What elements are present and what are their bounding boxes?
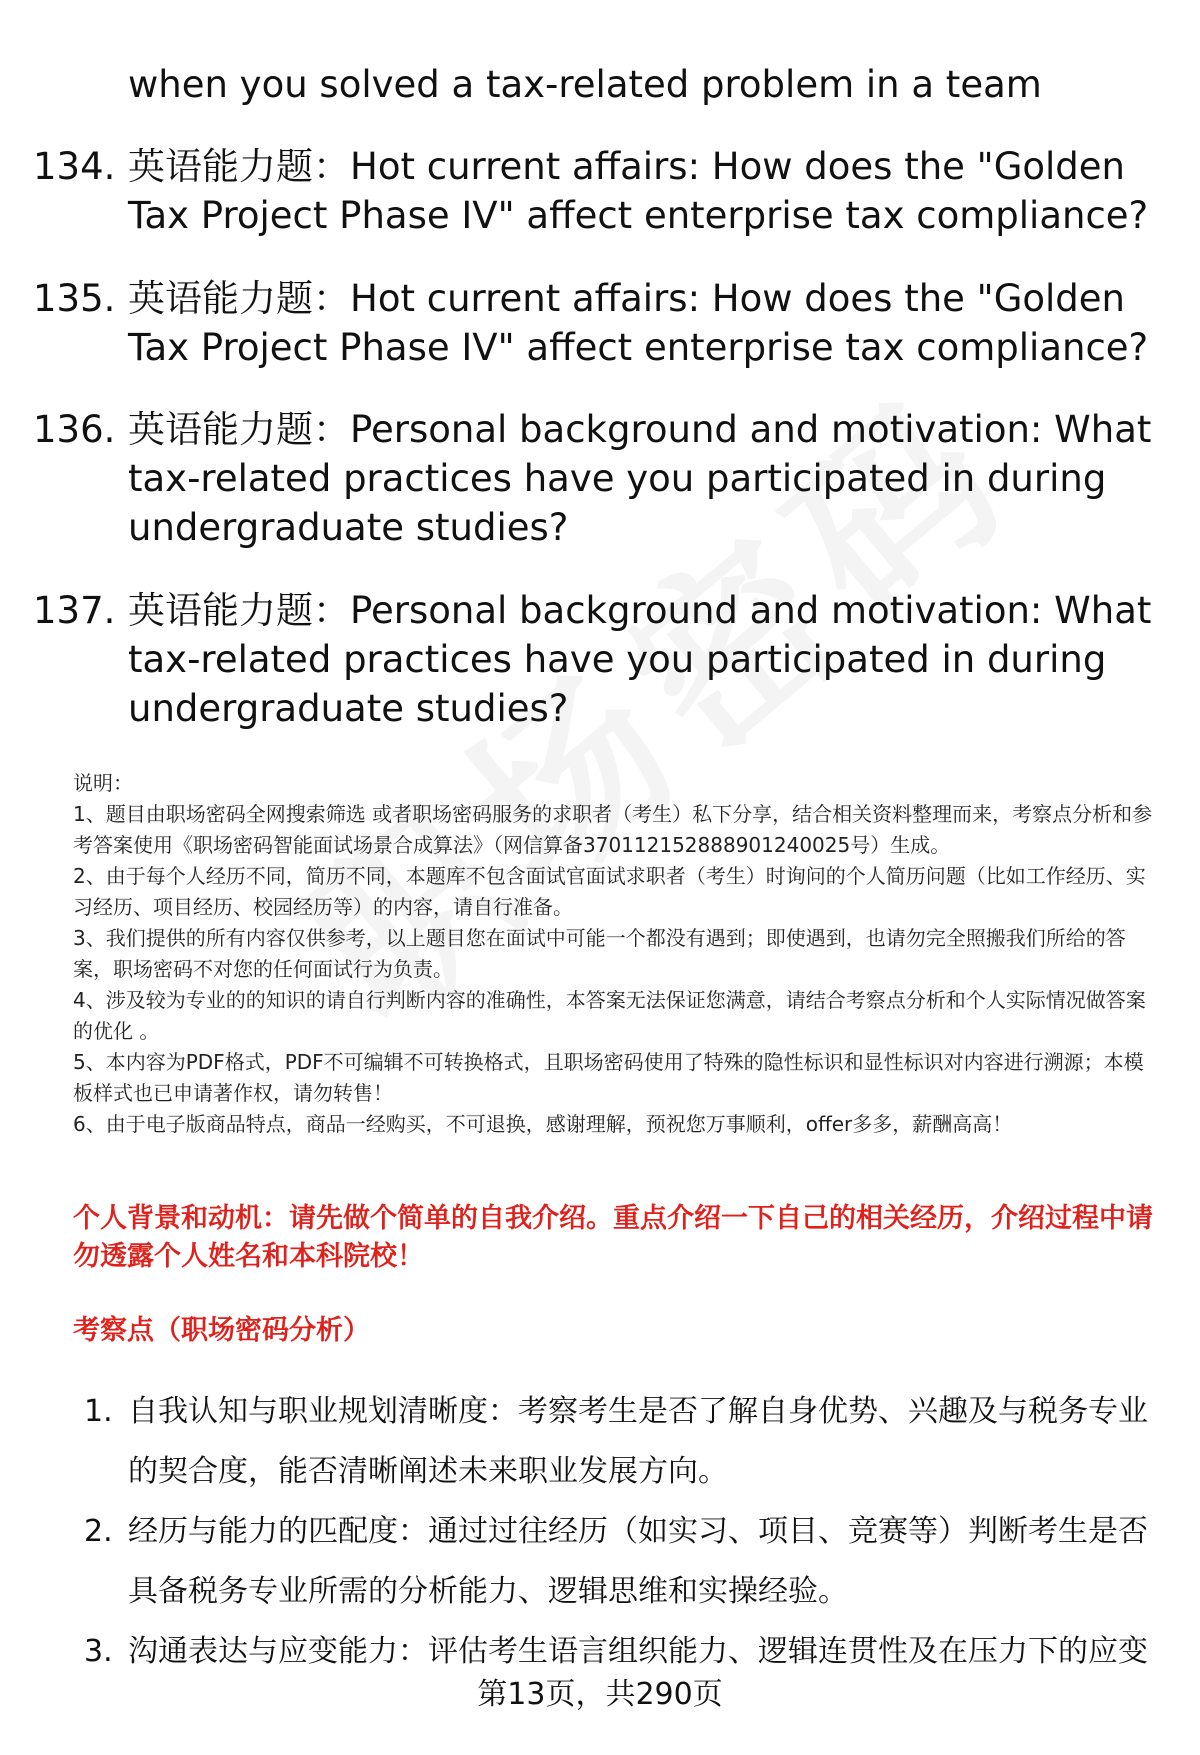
disclaimer-notes [73, 768, 1163, 1140]
item-text: 经历与能力的匹配度：通过过往经历（如实习、项目、竞赛等）判断考生是否具备税务专业所需的分析能力、逻辑思维和实操经验。 [128, 1514, 1148, 1609]
question-text: 英语能力题：Personal background and motivation: What tax-related practices have you participated in during undergraduate studies? [128, 408, 1152, 549]
question-text: when you solved a tax-related problem in a team [128, 63, 1042, 106]
notes-title: 说明： [73, 771, 133, 795]
analysis-item [0, 1502, 1200, 1622]
question-number: 137. [33, 589, 116, 632]
note-item: 4、涉及较为专业的的知识的请自行判断内容的准确性，本答案无法保证您满意，请结合考察点分析和个人实际情况做答案的优化 。 [73, 988, 1146, 1043]
item-text: 自我认知与职业规划清晰度：考察考生是否了解自身优势、兴趣及与税务专业的契合度，能否清晰阐述未来职业发展方向。 [128, 1394, 1148, 1489]
page-number: 第13页，共290页 [477, 1677, 723, 1712]
analysis-item [0, 1622, 1200, 1682]
question-text: 英语能力题：Hot current affairs: How does the "Golden Tax Project Phase IV" affect enterprise tax compliance? [128, 145, 1149, 237]
question-heading: 个人背景和动机：请先做个简单的自我介绍。重点介绍一下自己的相关经历，介绍过程中请勿透露个人姓名和本科院校！ [73, 1203, 1153, 1272]
question-number: 134. [33, 145, 116, 188]
note-item: 6、由于电子版商品特点，商品一经购买，不可退换，感谢理解，预祝您万事顺利，offer多多，薪酬高高！ [73, 1112, 1013, 1136]
item-number: 1. [84, 1394, 113, 1429]
item-text: 沟通表达与应变能力：评估考生语言组织能力、逻辑连贯性及在压力下的应变 [128, 1634, 1148, 1669]
note-item: 2、由于每个人经历不同，简历不同，本题库不包含面试官面试求职者（考生）时询问的个人简历问题（比如工作经历、实习经历、项目经历、校园经历等）的内容，请自行准备。 [73, 864, 1146, 919]
item-number: 2. [84, 1514, 113, 1549]
note-item: 1、题目由职场密码全网搜索筛选 或者职场密码服务的求职者（考生）私下分享，结合相关资料整理而来，考察点分析和参考答案使用《职场密码智能面试场景合成算法》（网信算备370112152888901240025号）生成。 [73, 802, 1153, 857]
question-number: 136. [33, 408, 116, 451]
note-item: 3、我们提供的所有内容仅供参考，以上题目您在面试中可能一个都没有遇到；即使遇到，也请勿完全照搬我们所给的答案，职场密码不对您的任何面试行为负责。 [73, 926, 1126, 981]
analysis-heading: 考察点（职场密码分析） [73, 1315, 370, 1346]
note-item: 5、本内容为PDF格式，PDF不可编辑不可转换格式，且职场密码使用了特殊的隐性标识和显性标识对内容进行溯源；本模板样式也已申请著作权，请勿转售！ [73, 1050, 1144, 1105]
item-number: 3. [84, 1634, 113, 1669]
question-text: 英语能力题：Personal background and motivation: What tax-related practices have you participated in during undergraduate studies? [128, 589, 1152, 730]
question-text: 英语能力题：Hot current affairs: How does the "Golden Tax Project Phase IV" affect enterprise tax compliance? [128, 277, 1149, 369]
analysis-item [0, 1382, 1200, 1502]
analysis-list [0, 1382, 1200, 1682]
question-number: 135. [33, 277, 116, 320]
